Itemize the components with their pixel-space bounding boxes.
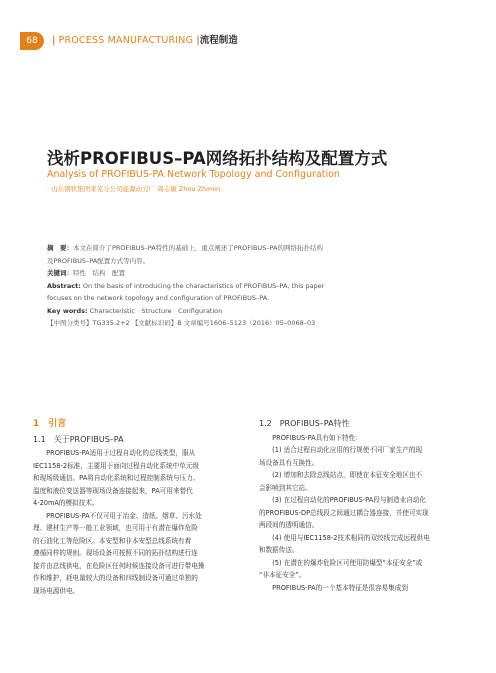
heading-introduction: 1 引言 <box>33 419 67 429</box>
abstract-block <box>47 242 467 330</box>
text-line: IEC1158-2标准，主要用于面向过程自动化系统中单元级 <box>33 461 199 470</box>
keywords-cn: 特性 结构 配置 <box>73 269 125 277</box>
abstract-cn-text-1: 本文在简介了PROFIBUS–PA特性的基础上，重点阐述了PROFIBUS–PA的网络拓扑结构 <box>73 244 324 252</box>
text-line: 会影响到其它站。 <box>259 483 312 492</box>
heading-pa-features: 1.2 PROFIBUS–PA特性 <box>259 419 350 428</box>
text-line: 现场电源供电。 <box>33 586 80 595</box>
header-separator: | <box>52 35 56 46</box>
text-line: 接并由总线供电，在危险区任何时候连接设备可进行带电操 <box>33 561 205 570</box>
abstract-cn-label: 摘 要： <box>47 244 73 252</box>
running-header <box>52 35 238 47</box>
text-line: PROFIBUS-PA适用于过程自动化的总线类型，服从 <box>33 449 196 457</box>
abstract-en-line-1 <box>47 280 467 293</box>
classification-line: 【中图分类号】TG335.2+2 【文献标识码】B 文章编号1606–5123（2016）05–0068–03 <box>47 319 316 327</box>
heading-about-pa: 1.1 关于PROFIBUS–PA <box>33 434 124 444</box>
text-line: “非本征安全”。 <box>259 571 306 579</box>
section-name-cn: 流程制造 <box>199 35 238 46</box>
text-line: (2) 增加和去除总线站点，即使在本征安全地区也不 <box>259 471 423 479</box>
page-number: 68 <box>26 36 38 46</box>
text-line: 作和维护，耗电量较大的设备和四线制设备可通过单独的 <box>33 574 198 582</box>
paragraph-2 <box>33 510 233 598</box>
author-line: · 山东钢铁集团莱芜分公司能源动力厂 周志敏 Zhou Zhimin <box>47 185 221 193</box>
text-line: 的石油化工等危险区。本安型和非本安型总线系统有着 <box>33 536 192 545</box>
right-column <box>259 418 459 594</box>
text-line: 和现场级通信。PA将自动化系统和过程控制系统与压力、 <box>33 474 200 482</box>
abstract-en-text-1: On the basis of introducing the characteristics of PROFIBUS–PA, this paper <box>82 281 325 290</box>
page-number-badge <box>20 32 44 50</box>
features-lead: PROFIBUS-PA具有如下特性： <box>259 433 362 442</box>
text-line: 温度和液位变送器等现场设备连接起来，PA可用来替代 <box>33 486 193 495</box>
text-line: (5) 在潜在的爆炸危险区可使用防爆型“本征安全”或 <box>259 558 423 567</box>
keywords-en-line <box>47 305 467 318</box>
keywords-cn-line <box>47 267 467 280</box>
text-line: 遵循同样的规则。现场设备可按照不同的拓扑结构进行连 <box>33 549 198 557</box>
text-line: 和数据传送。 <box>259 546 299 554</box>
page-header <box>0 32 496 50</box>
text-line: 场设备具有互换性。 <box>259 458 319 467</box>
text-line: PROFIBUS-PA不仅可用于冶金、造纸、烟草、污水处 <box>33 511 202 520</box>
keywords-en: Characteristic Structure Configuration <box>89 306 223 315</box>
text-line: 4-20mA的模拟技术。 <box>33 499 99 507</box>
section-name-en: PROCESS MANUFACTURING <box>58 35 194 46</box>
keywords-cn-label: 关键词： <box>47 269 73 277</box>
text-line: 的PROFIBUS-DP总线段之间通过耦合器连接，并使可实现 <box>259 508 429 517</box>
article-title: 浅析PROFIBUS–PA网络拓扑结构及配置方式 <box>47 149 388 168</box>
keywords-en-label: Key words: <box>47 306 88 315</box>
abstract-en-text-2: focuses on the network topology and configuration of PROFIBUS–PA. <box>47 294 270 302</box>
text-line: (3) 在过程自动化的PROFIBUS-PA段与制造业自动化 <box>259 496 426 504</box>
text-line: 理、建材生产等一般工业领域，也可用于有潜在爆炸危险 <box>33 524 198 532</box>
text-line: (4) 使用与IEC1158-2技术相同的双绞线完成远程供电 <box>259 533 430 542</box>
features-list <box>259 432 459 595</box>
text-line: PROFIBUS-PA的一个基本特征是很容易集成到 <box>259 583 408 592</box>
abstract-en-label: Abstract: <box>47 281 81 290</box>
header-separator-2: | <box>196 35 200 46</box>
text-line: (1) 适合过程自动化应用的行规使不同厂家生产的现 <box>259 446 423 454</box>
text-line: 两段间的透明通信。 <box>259 521 319 529</box>
abstract-cn-line-1 <box>47 242 467 255</box>
left-column <box>33 418 233 597</box>
abstract-cn-text-2: 及PROFIBUS–PA配置方式等内容。 <box>47 256 150 265</box>
article-subtitle: Analysis of PROFIBUS-PA Network Topology and Configuration <box>47 169 340 180</box>
paragraph-1 <box>33 447 233 510</box>
